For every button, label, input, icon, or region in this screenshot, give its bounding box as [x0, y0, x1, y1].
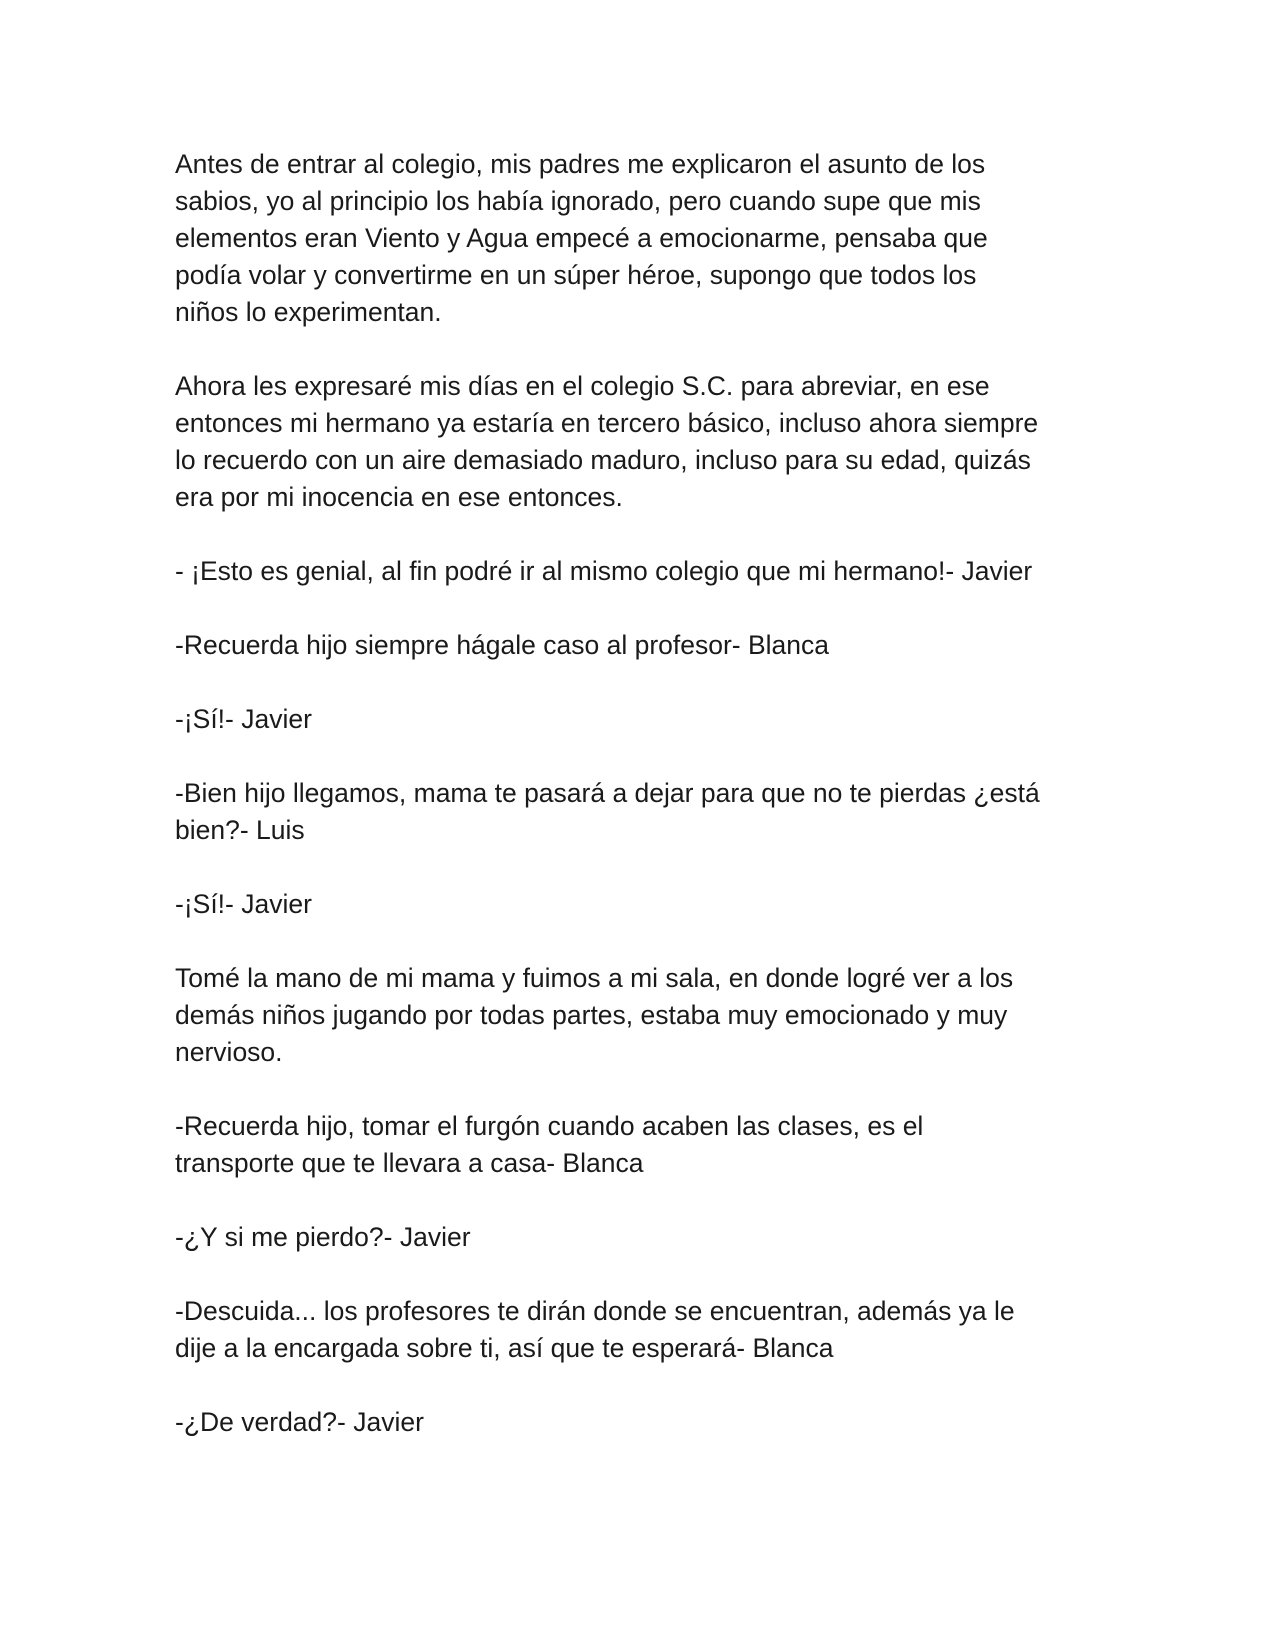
text-line: elementos eran Viento y Agua empecé a emocionarme, pensaba que [175, 223, 988, 253]
paragraph-narration [175, 960, 1105, 1071]
text-line: lo recuerdo con un aire demasiado maduro, incluso para su edad, quizás [175, 445, 1031, 475]
text-line: transporte que te llevara a casa- Blanca [175, 1148, 644, 1178]
text-line: -¿Y si me pierdo?- Javier [175, 1222, 471, 1252]
dialogue-line [175, 1404, 1105, 1441]
dialogue-line [175, 1108, 1105, 1182]
text-line: Tomé la mano de mi mama y fuimos a mi sala, en donde logré ver a los [175, 963, 1014, 993]
text-line: -Recuerda hijo, tomar el furgón cuando acaben las clases, es el [175, 1111, 924, 1141]
text-line: - ¡Esto es genial, al fin podré ir al mismo colegio que mi hermano!- Javier [175, 556, 1033, 586]
text-line: -Bien hijo llegamos, mama te pasará a dejar para que no te pierdas ¿está [175, 778, 1040, 808]
dialogue-line [175, 775, 1105, 849]
text-line: era por mi inocencia en ese entonces. [175, 482, 623, 512]
paragraph-school-days [175, 368, 1105, 516]
dialogue-line [175, 1293, 1105, 1367]
text-line: Ahora les expresaré mis días en el colegio S.C. para abreviar, en ese [175, 371, 990, 401]
dialogue-line [175, 553, 1105, 590]
dialogue-line [175, 627, 1105, 664]
text-line: -Recuerda hijo siempre hágale caso al profesor- Blanca [175, 630, 830, 660]
dialogue-line [175, 701, 1105, 738]
text-line: nervioso. [175, 1037, 283, 1067]
paragraph-intro [175, 146, 1105, 331]
dialogue-line [175, 1219, 1105, 1256]
text-line: demás niños jugando por todas partes, estaba muy emocionado y muy [175, 1000, 1008, 1030]
text-line: -¡Sí!- Javier [175, 704, 312, 734]
text-line: -¡Sí!- Javier [175, 889, 312, 919]
document-body [175, 146, 1105, 1478]
text-line: niños lo experimentan. [175, 297, 442, 327]
text-line: Antes de entrar al colegio, mis padres me explicaron el asunto de los [175, 149, 986, 179]
text-line: bien?- Luis [175, 815, 305, 845]
text-line: dije a la encargada sobre ti, así que te esperará- Blanca [175, 1333, 834, 1363]
text-line: entonces mi hermano ya estaría en tercero básico, incluso ahora siempre [175, 408, 1039, 438]
text-line: sabios, yo al principio los había ignorado, pero cuando supe que mis [175, 186, 981, 216]
dialogue-line [175, 886, 1105, 923]
text-line: podía volar y convertirme en un súper héroe, supongo que todos los [175, 260, 977, 290]
text-line: -¿De verdad?- Javier [175, 1407, 424, 1437]
text-line: -Descuida... los profesores te dirán donde se encuentran, además ya le [175, 1296, 1015, 1326]
